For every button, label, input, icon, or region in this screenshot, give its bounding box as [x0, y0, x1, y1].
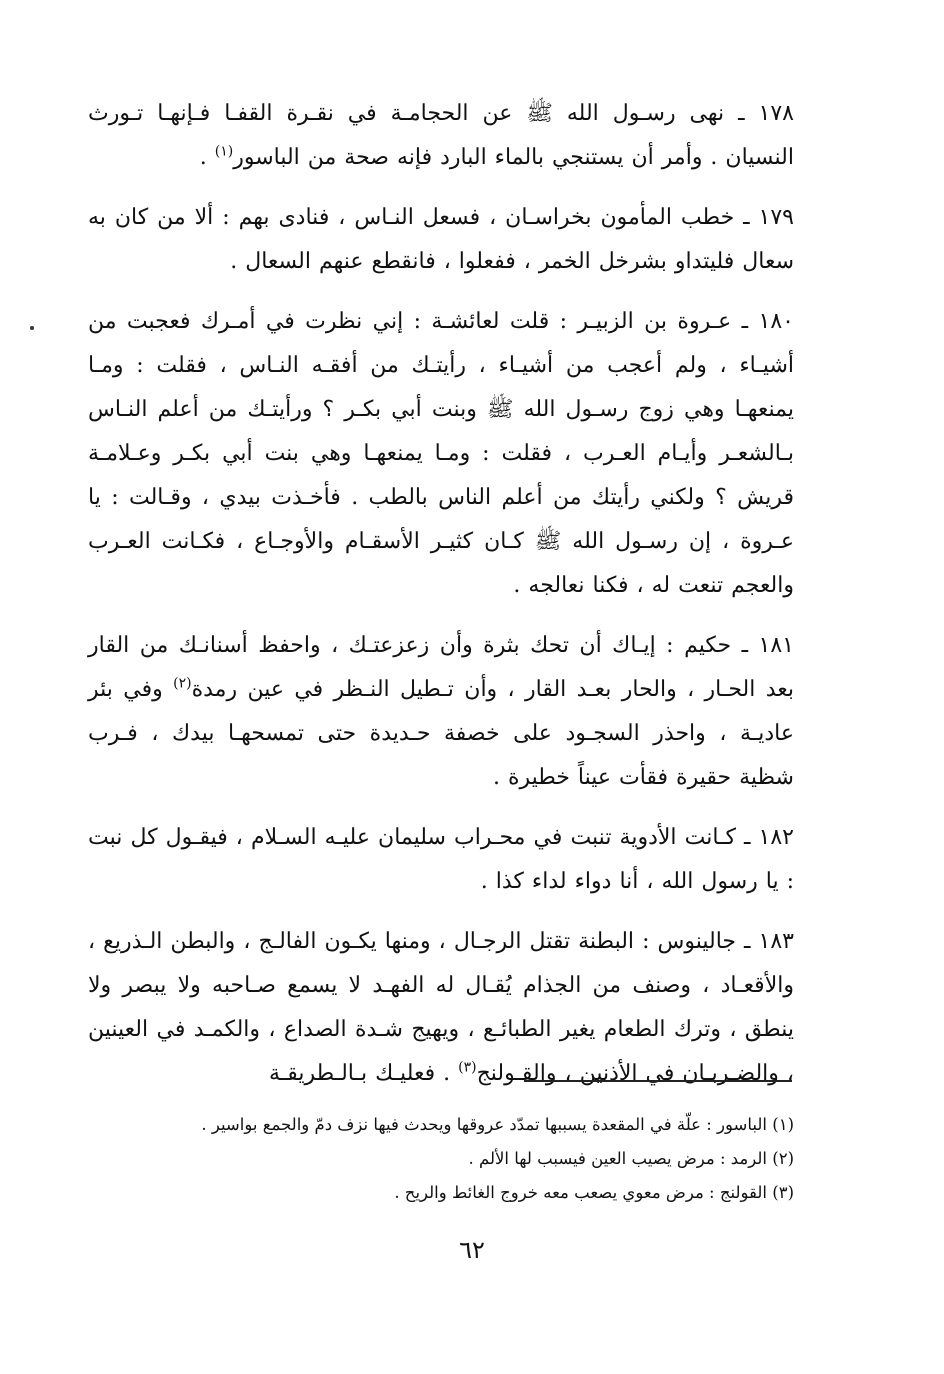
main-text: [88, 92, 794, 1112]
footnote-2: (٢) الرمد : مرض يصيب العين فيسبب لها الألم .: [468, 1149, 794, 1168]
entry-179: [88, 196, 794, 284]
entry-180: [88, 300, 794, 608]
entry-number: ١٨٢: [758, 825, 794, 850]
entry-text: ـ جالينوس : البطنة تقتل الرجـال ، ومنها يكـون الفالـج ، والبطن الـذريع ، والأقعـاد ، وصنف من الجذام يُقـال له الفهـد لا يسمع صـاحبه ولا يبصر ولا ينطق ، وترك الطعام يغير الطبائـع ، ويهيج شـدة الصداع ، والكمـد في العينين ، والضـربـان في الأذنين ، والقـولنج: [88, 929, 794, 1086]
entry-text-tail: .: [199, 145, 215, 170]
footnote-1: (١) الباسور : علّة في المقعدة يسببها تمدّد عروقها ويحدث فيها نزف دمّ والجمع بواسير .: [201, 1115, 794, 1134]
entry-182: [88, 816, 794, 904]
footnotes: [88, 1108, 794, 1210]
entry-178: [88, 92, 794, 180]
entry-number: ١٧٨: [758, 101, 794, 126]
footnote-3: (٣) القولنج : مرض معوي يصعب معه خروج الغائط والريح .: [394, 1183, 794, 1202]
entry-text: ـ عـروة بن الزبيـر : قلت لعائشـة : إني نظرت في أمـرك فعجبت من أشيـاء ، ولم أعجب من أشيـاء ، رأيتـك من أفقـه النـاس ، فقلت : ومـا يمنعهـا وهي زوج رسـول الله ﷺ وبنت أبي بكـر ؟ ورأيتـك من أعلم النـاس بـالشعـر وأيـام العـرب ، فقلت : ومـا يمنعهـا وهي بنت أبي بكـر وعـلامـة قريش ؟ ولكني رأيتك من أعلم الناس بالطب . فأخـذت بيدي ، وقـالت : يا عـروة ، إن رسـول الله ﷺ كـان كثيـر الأسقـام والأوجـاع ، فكـانت العـرب والعجم تنعت له ، فكنا نعالجه .: [88, 309, 794, 598]
entry-text-tail: . فعليـك بـالـطريقـة: [268, 1061, 459, 1086]
page-number: ٦٢: [459, 1236, 485, 1264]
entry-181: [88, 624, 794, 800]
entry-number: ١٧٩: [758, 205, 794, 230]
footnote-ref: (١): [214, 143, 234, 160]
entry-text: ـ نهى رسـول الله ﷺ عن الحجامـة في نقـرة القفـا فـإنهـا تـورث النسيان . وأمر أن يستنجي بالماء البارد فإنه صحة من الباسور: [88, 101, 794, 170]
footnote-ref: (٣): [458, 1059, 477, 1076]
entry-text-tail: وفي بئر عاديـة ، واحذر السجـود على خصفة حـديدة حتى تمسحهـا بيدك ، فـرب شظية حقيرة فقأت عيناً خطيرة .: [88, 677, 794, 790]
entry-text: ـ خطب المأمون بخراسـان ، فسعل النـاس ، فنادى بهم : ألا من كان به سعال فليتداو بشرخل الخمر ، ففعلوا ، فانقطع عنهم السعال .: [88, 205, 794, 274]
scan-speck: [30, 326, 34, 330]
entry-text: ـ كـانت الأدوية تنبت في محـراب سليمان عليـه السـلام ، فيقـول كل نبت : يا رسول الله ، أنا دواء لداء كذا .: [88, 825, 794, 894]
entry-number: ١٨٣: [758, 929, 794, 954]
entry-text: ـ حكيم : إيـاك أن تحك بثرة وأن زعزعتـك ، واحفظ أسنانـك من القار بعد الحـار ، والحار بعـد القار ، وأن تـطيل النـظر في عين رمدة: [88, 633, 794, 702]
footnote-divider: [524, 1080, 792, 1082]
entry-number: ١٨٠: [758, 309, 794, 334]
entry-number: ١٨١: [758, 633, 794, 658]
footnote-ref: (٢): [173, 675, 192, 692]
entry-183: [88, 920, 794, 1096]
